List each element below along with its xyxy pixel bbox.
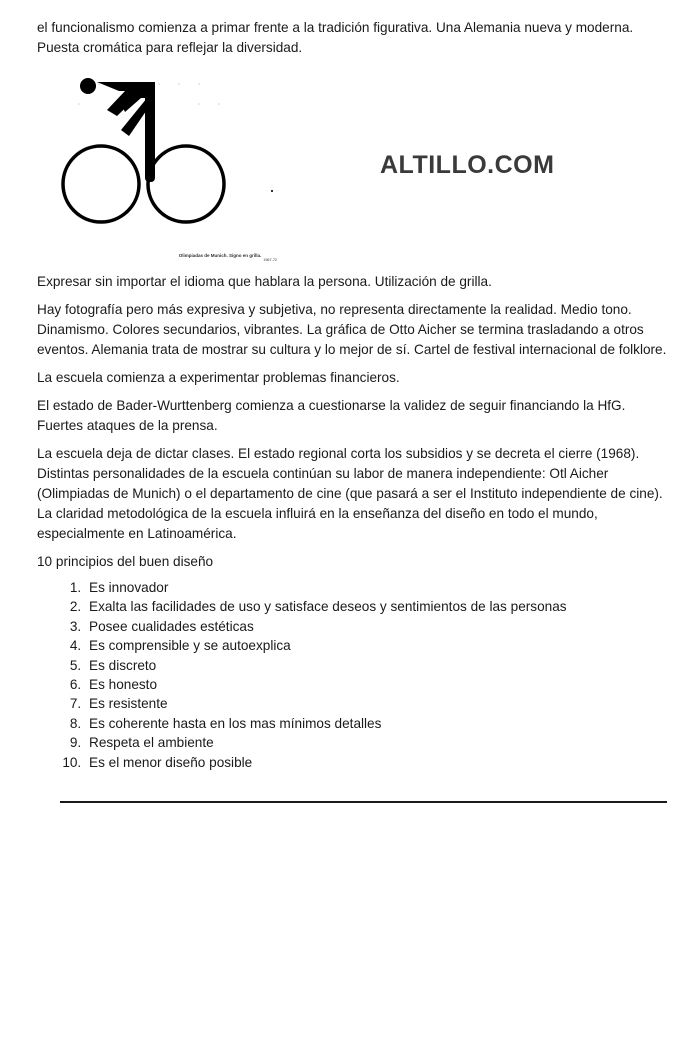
list-item: 5. Es discreto — [85, 656, 667, 675]
figure-caption-year: 1967-72 — [263, 258, 277, 262]
horizontal-rule — [60, 801, 667, 803]
list-item: 7. Es resistente — [85, 694, 667, 713]
list-item: 9. Respeta el ambiente — [85, 733, 667, 752]
list-item: 1. Es innovador — [85, 578, 667, 597]
paragraph: La escuela deja de dictar clases. El estado regional corta los subsidios y se decreta el cierre (1968). Distintas personalidades de la escuela continúan su labor de manera independiente: Otl Aicher (Olimpiadas de Munich) o el departamento de cine (que pasará a ser el Instituto independiente de cine). La claridad metodológica de la escuela influirá en la enseñanza del diseño en todo el mundo, especialmente en Latinoamérica. — [37, 446, 663, 541]
list-item: 3. Posee cualidades estéticas — [85, 617, 667, 636]
document-page — [37, 18, 667, 772]
paragraph: Expresar sin importar el idioma que hablara la persona. Utilización de grilla. — [37, 274, 492, 289]
figure-caption: Olimpiadas de Munich. Signo en grilla. 1967-72 — [155, 253, 285, 263]
paragraph-intro: el funcionalismo comienza a primar frente a la tradición figurativa. Una Alemania nueva y moderna. Puesta cromática para reflejar la diversidad. — [37, 20, 634, 55]
list-item: 10. Es el menor diseño posible — [85, 753, 667, 772]
paragraph: El estado de Bader-Wurttenberg comienza a cuestionarse la validez de seguir financiando la HfG. Fuertes ataques de la prensa. — [37, 398, 626, 433]
list-item: 4. Es comprensible y se autoexplica — [85, 636, 667, 655]
list-item: 6. Es honesto — [85, 675, 667, 694]
principles-list — [37, 578, 667, 772]
paragraph: Hay fotografía pero más expresiva y subjetiva, no representa directamente la realidad. Medio tono. Dinamismo. Colores secundarios, vibrantes. La gráfica de Otto Aicher se termina trasladando a otros eventos. Alemania trata de mostrar su cultura y lo mejor de sí. Cartel de festival internacional de folklore. — [37, 302, 667, 357]
list-heading: 10 principios del buen diseño — [37, 554, 214, 569]
cyclist-pictogram-icon — [59, 74, 229, 254]
list-item: 2. Exalta las facilidades de uso y satisface deseos y sentimientos de las personas — [85, 597, 667, 616]
image-speck — [271, 190, 273, 192]
watermark-logo: ALTILLO.COM — [380, 151, 555, 179]
figure-row — [37, 66, 667, 266]
list-item: 8. Es coherente hasta en los mas mínimos detalles — [85, 714, 667, 733]
paragraph: La escuela comienza a experimentar problemas financieros. — [37, 370, 400, 385]
